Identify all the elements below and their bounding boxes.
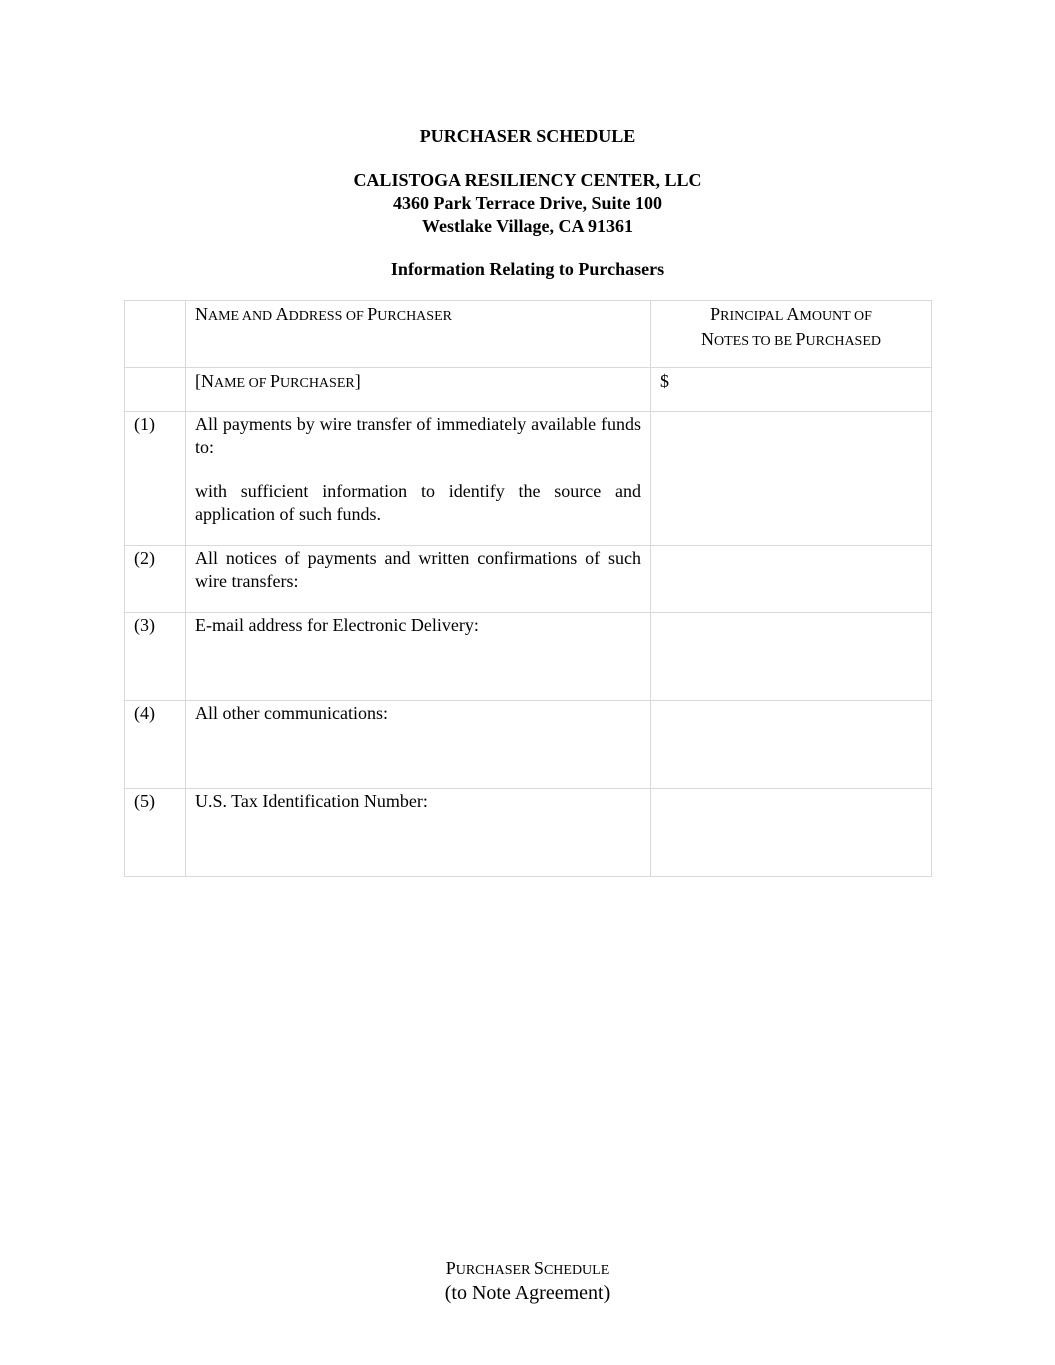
row-amount-cell [651,546,932,613]
company-address-line1: 4360 Park Terrace Drive, Suite 100 [393,193,662,213]
page-footer [0,1257,1055,1305]
row-number: (3) [125,613,186,701]
company-name: CALISTOGA RESILIENCY CENTER, LLC [353,170,702,190]
table-row [125,412,932,546]
col-amount-header-line2: NOTES TO BE PURCHASED [700,329,882,349]
wire-payment-instructions: All payments by wire transfer of immediately available funds to: [195,414,641,457]
footer-title: PURCHASER SCHEDULE [445,1258,610,1278]
payment-notices-text: All notices of payments and written confirmations of such wire transfers: [186,546,651,613]
name-row-number-cell [125,368,186,412]
header-number-cell [125,301,186,368]
header-name-address-cell [186,301,651,368]
footer-subtitle: (to Note Agreement) [444,1282,611,1304]
company-block [0,169,1055,238]
table-row [125,546,932,613]
purchaser-table [124,300,932,877]
amount-dollar-sign: $ [660,371,669,391]
document-title: PURCHASER SCHEDULE [419,126,636,146]
table-header-row [125,301,932,368]
purchaser-name-row [125,368,932,412]
email-address-text: E-mail address for Electronic Delivery: [186,613,651,701]
table-row [125,701,932,789]
col-name-header: NAME AND ADDRESS OF PURCHASER [195,304,452,324]
row-amount-cell [651,789,932,877]
row-amount-cell [651,701,932,789]
table-row [125,613,932,701]
purchaser-name-placeholder: [NAME OF PURCHASER] [195,371,361,391]
section-title: Information Relating to Purchasers [390,259,665,279]
wire-payment-note: with sufficient information to identify the source and application of such funds. [195,481,641,524]
col-amount-header-line1: PRINCIPAL AMOUNT OF [710,304,872,324]
header-amount-cell [651,301,932,368]
row-number: (4) [125,701,186,789]
company-address-line2: Westlake Village, CA 91361 [422,216,633,236]
row-number: (1) [125,412,186,546]
table-row [125,789,932,877]
purchaser-amount-cell [651,368,932,412]
row-text-cell [186,412,651,546]
row-number: (2) [125,546,186,613]
purchaser-name-cell [186,368,651,412]
other-communications-text: All other communications: [186,701,651,789]
tax-id-text: U.S. Tax Identification Number: [186,789,651,877]
row-amount-cell [651,613,932,701]
row-amount-cell [651,412,932,546]
row-number: (5) [125,789,186,877]
